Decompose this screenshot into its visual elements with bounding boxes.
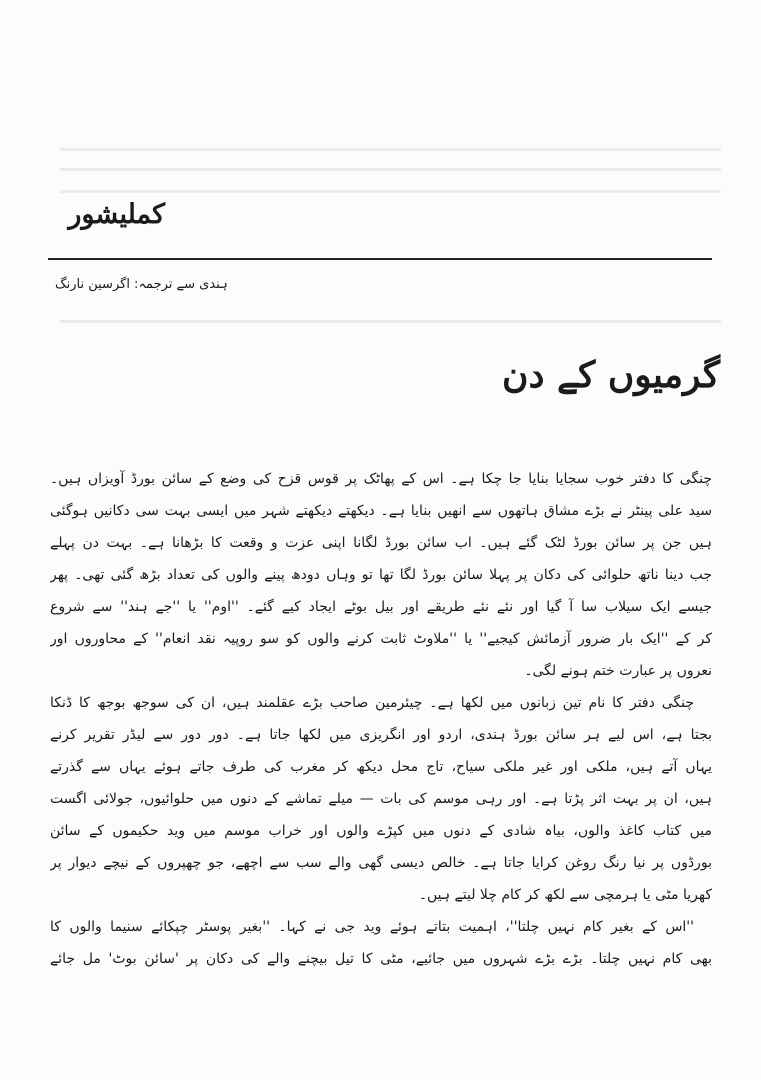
text-line: جب دینا ناتھ حلوائی کی دکان پر پہلا سائن بورڈ لگا تھا تو وہاں دودھ پینے والوں کی تعداد بڑھ گئی تھی۔ پھر (50, 567, 712, 583)
text-line: کر کے ''ایک بار ضرور آزمائش کیجیے'' یا ''ملاوٹ ثابت کرنے والوں کو سو روپیہ نقد انعام'' کے محاوروں اور (50, 631, 712, 647)
text-line: ''اس کے بغیر کام نہیں چلتا''، اہمیت بتاتے ہوئے وید جی نے کہا۔ ''بغیر پوسٹر چپکائے سنیما والوں کا (50, 919, 694, 935)
text-line: جیسے ایک سیلاب سا آ گیا اور نئے نئے طریقے اور بیل بوٹے ایجاد کیے گئے۔ ''اوم'' یا ''جے ہند'' سے شروع (50, 599, 712, 615)
text-line: میں کتاب کاغذ والوں، بیاہ شادی کے دنوں میں کپڑے والوں اور خراب موسم میں وید حکیموں کے سائن (50, 823, 712, 839)
story-body (50, 463, 712, 975)
text-line: کھریا مٹی یا ہرمچی سے لکھ کر کام چلا لیتے ہیں۔ (418, 887, 712, 903)
text-line: چنگی کا دفتر خوب سجایا بنایا جا چکا ہے۔ اس کے پھاٹک پر قوس قزح کی وضع کے سائن بورڈ آویزاں ہیں۔ (50, 471, 712, 487)
header-divider (48, 258, 712, 260)
text-line: چنگی دفتر کا نام تین زبانوں میں لکھا ہے۔ چیئرمین صاحب بڑے عقلمند ہیں، ان کی سوجھ بوجھ کا ڈنکا (50, 695, 694, 711)
story-title: گرمیوں کے دن (502, 354, 720, 396)
show-through-line (60, 148, 721, 151)
author-name: کملیشور (68, 199, 165, 230)
text-line: یہاں آتے ہیں، ملکی اور غیر ملکی سیاح، تاج محل دیکھ کر مغرب کی طرف جاتے ہوئے یہاں سے گذرتے (50, 759, 712, 775)
show-through-line (60, 190, 721, 193)
text-line: نعروں پر عبارت ختم ہونے لگی۔ (524, 663, 712, 679)
text-line: ہیں، ان پر بہت اثر پڑتا ہے۔ اور رہی موسم کی بات — میلے تماشے کے دنوں میں حلوائیوں، جولائی اگست (50, 791, 712, 807)
text-line: بورڈوں پر نیا رنگ روغن کرایا جاتا ہے۔ خالص دیسی گھی والے سب سے اچھے، جو چھپروں کے نیچے دیوار پر (50, 855, 712, 871)
show-through-line (60, 168, 721, 171)
text-line: بجتا ہے، اس لیے ہر سائن بورڈ ہندی، اردو اور انگریزی میں لکھا جاتا ہے۔ دور دور سے لیڈر تقریر کرنے (50, 727, 712, 743)
show-through-line (60, 320, 721, 323)
text-line: بھی کام نہیں چلتا۔ بڑے بڑے شہروں میں جائیے، مٹی کا تیل بیچنے والے کی دکان پر 'سائن بوٹ' مل جائے (50, 951, 712, 967)
text-line: ہیں جن پر سائن بورڈ لٹک گئے ہیں۔ اب سائن بورڈ لگانا اپنی عزت و وقعت کا بڑھانا ہے۔ بہت دن پہلے (50, 535, 712, 551)
text-line: سید علی پینٹر نے بڑے مشاق ہاتھوں سے انھیں بنایا ہے۔ دیکھتے دیکھتے شہر میں ایسی بہت سی دکانیں ہوگئی (50, 503, 712, 519)
translator-credit: ہندی سے ترجمہ: اگرسین نارنگ (55, 277, 228, 292)
